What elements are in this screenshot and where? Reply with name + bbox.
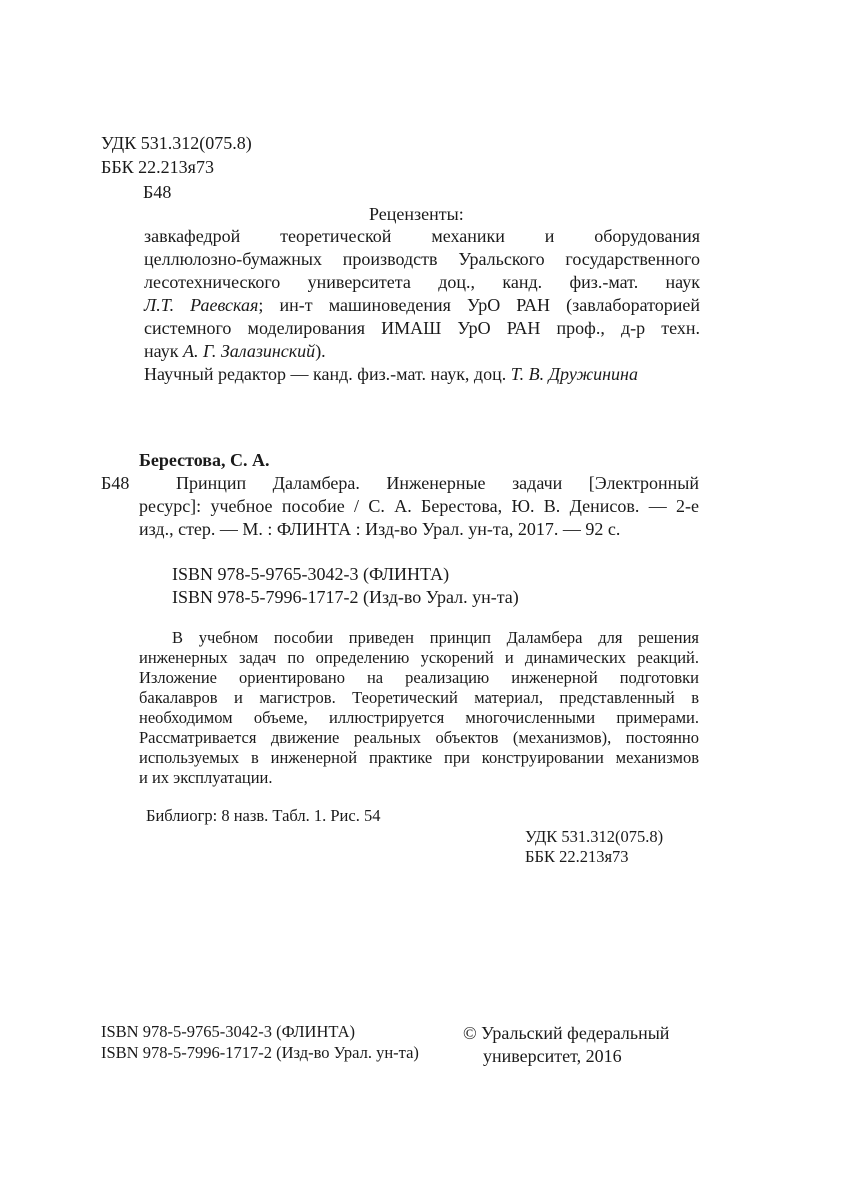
catalog-line-1: Принцип Даламбера. Инженерные задачи [Электронный [176,473,699,493]
reviewers-line-5: системного моделирования ИМАШ УрО РАН проф., д-р техн. [144,318,700,338]
bibliography-note: Библиогр: 8 назв. Табл. 1. Рис. 54 [146,806,381,825]
abstract-line-5: необходимом объеме, иллюстрируется многочисленными примерами. [139,708,699,727]
editor-name: Т. В. Дружинина [510,364,638,384]
catalog-line-3: изд., стер. — М. : ФЛИНТА : Изд-во Урал. ун-та, 2017. — 92 с. [139,519,621,539]
abstract-line-1: В учебном пособии приведен принцип Даламбера для решения [172,628,699,647]
author-mark: Б48 [143,182,172,202]
reviewers-line-6: наук А. Г. Залазинский). [144,341,326,361]
abstract-line-4: бакалавров и магистров. Теоретический материал, представленный в [139,688,699,707]
reviewers-line-1: завкафедрой теоретической механики и оборудования [144,226,700,246]
catalog-isbn-1: ISBN 978-5-9765-3042-3 (ФЛИНТА) [172,564,450,584]
reviewer-name-zalazinsky: А. Г. Залазинский [182,341,316,361]
bbk-code: ББК 22.213я73 [101,157,214,177]
reviewer-name-raevskaya: Л.Т. Раевская [144,295,259,315]
reviewers-line-3: лесотехнического университета доц., канд. физ.-мат. наук [144,272,700,292]
footer-isbn-1: ISBN 978-5-9765-3042-3 (ФЛИНТА) [101,1022,356,1041]
abstract-line-8: и их эксплуатации. [139,768,273,787]
reviewers-line-4: Л.Т. Раевская; ин-т машиноведения УрО РАН (завлабораторией [144,295,700,315]
abstract-line-6: Рассматривается движение реальных объектов (механизмов), постоянно [139,728,699,747]
scientific-editor: Научный редактор — канд. физ.-мат. наук, доц. Т. В. Дружинина [144,364,638,384]
abstract-line-7: используемых в инженерной практике при конструировании механизмов [139,748,699,767]
catalog-isbn-2: ISBN 978-5-7996-1717-2 (Изд-во Урал. ун-та) [172,587,519,607]
catalog-line-2: ресурс]: учебное пособие / С. А. Берестова, Ю. В. Денисов. — 2-е [139,496,699,516]
footer-isbn-2: ISBN 978-5-7996-1717-2 (Изд-во Урал. ун-та) [101,1043,419,1062]
classification-udk: УДК 531.312(075.8) [525,827,664,846]
abstract-line-2: инженерных задач по определению ускорений и динамических реакций. [139,648,699,667]
reviewers-line-2: целлюлозно-бумажных производств Уральского государственного [144,249,700,269]
reviewers-heading: Рецензенты: [369,204,464,224]
copyright-line-2: университет, 2016 [483,1046,622,1066]
udk-code: УДК 531.312(075.8) [101,133,252,153]
catalog-mark: Б48 [101,473,130,493]
copyright-line-1: © Уральский федеральный [463,1023,670,1043]
catalog-author: Берестова, С. А. [139,450,270,470]
classification-bbk: ББК 22.213я73 [525,847,629,866]
abstract-line-3: Изложение ориентировано на реализацию инженерной подготовки [139,668,699,687]
